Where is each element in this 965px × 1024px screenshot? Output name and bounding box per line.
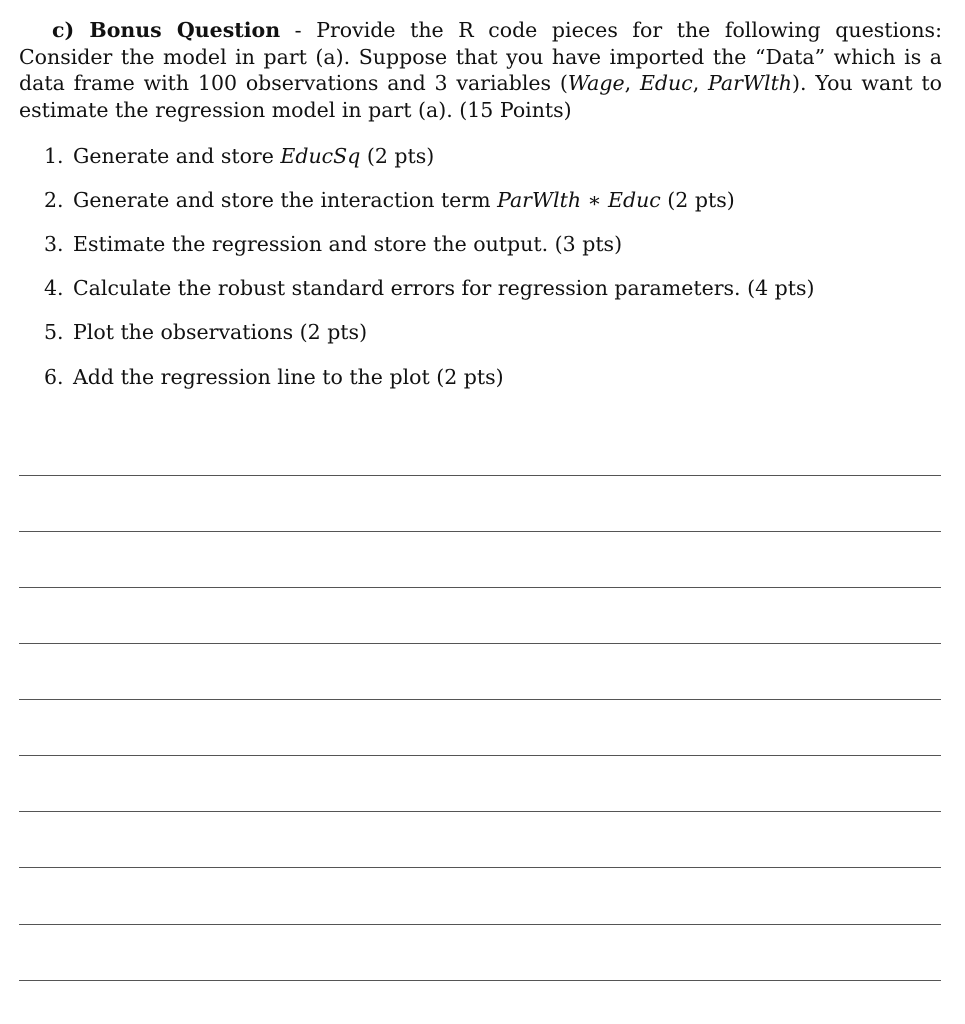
question-label: c) Bonus Question bbox=[52, 18, 281, 42]
answer-line bbox=[19, 867, 941, 868]
comma-1: , bbox=[624, 71, 640, 95]
question-separator: - bbox=[280, 18, 317, 42]
task-points: (2 pts) bbox=[360, 144, 435, 168]
answer-line bbox=[19, 587, 941, 588]
task-item-1 bbox=[44, 142, 434, 170]
task-math: ParWlth ∗ Educ bbox=[497, 188, 661, 212]
question-closing-text: ). You want to estimate the regression model in part (a). (15 Points) bbox=[19, 71, 942, 122]
task-number: 2. bbox=[44, 188, 64, 212]
task-text: Generate and store the interaction term bbox=[73, 188, 498, 212]
answer-line bbox=[19, 811, 941, 812]
task-text: Add the regression line to the plot (2 pts) bbox=[73, 365, 504, 389]
task-item-4 bbox=[44, 274, 815, 302]
answer-line bbox=[19, 755, 941, 756]
task-item-2 bbox=[44, 186, 735, 214]
task-number: 1. bbox=[44, 144, 64, 168]
question-intro-text: Provide the R code pieces for the following questions: Consider the model in part (a). Suppose that you have imported the “Data” which is a data frame with 100 observations and 3 variables ( bbox=[19, 18, 942, 95]
answer-line bbox=[19, 924, 941, 925]
task-number: 3. bbox=[44, 232, 64, 256]
variable-wage: Wage bbox=[567, 71, 625, 95]
task-text: Calculate the robust standard errors for regression parameters. (4 pts) bbox=[73, 276, 815, 300]
answer-line bbox=[19, 643, 941, 644]
task-item-3 bbox=[44, 230, 622, 258]
task-math: EducSq bbox=[280, 144, 361, 168]
task-number: 4. bbox=[44, 276, 64, 300]
answer-line bbox=[19, 980, 941, 981]
answer-line bbox=[19, 699, 941, 700]
comma-2: , bbox=[692, 71, 709, 95]
task-points: (2 pts) bbox=[660, 188, 735, 212]
task-text: Generate and store bbox=[73, 144, 281, 168]
answer-line bbox=[19, 475, 941, 476]
task-item-5 bbox=[44, 318, 367, 346]
task-item-6 bbox=[44, 363, 504, 391]
variable-educ: Educ bbox=[639, 71, 693, 95]
task-text: Plot the observations (2 pts) bbox=[73, 320, 368, 344]
variable-parwlth: ParWlth bbox=[708, 71, 793, 95]
question-paragraph bbox=[19, 17, 942, 123]
answer-line bbox=[19, 531, 941, 532]
task-text: Estimate the regression and store the output. (3 pts) bbox=[73, 232, 623, 256]
task-number: 5. bbox=[44, 320, 64, 344]
task-number: 6. bbox=[44, 365, 64, 389]
